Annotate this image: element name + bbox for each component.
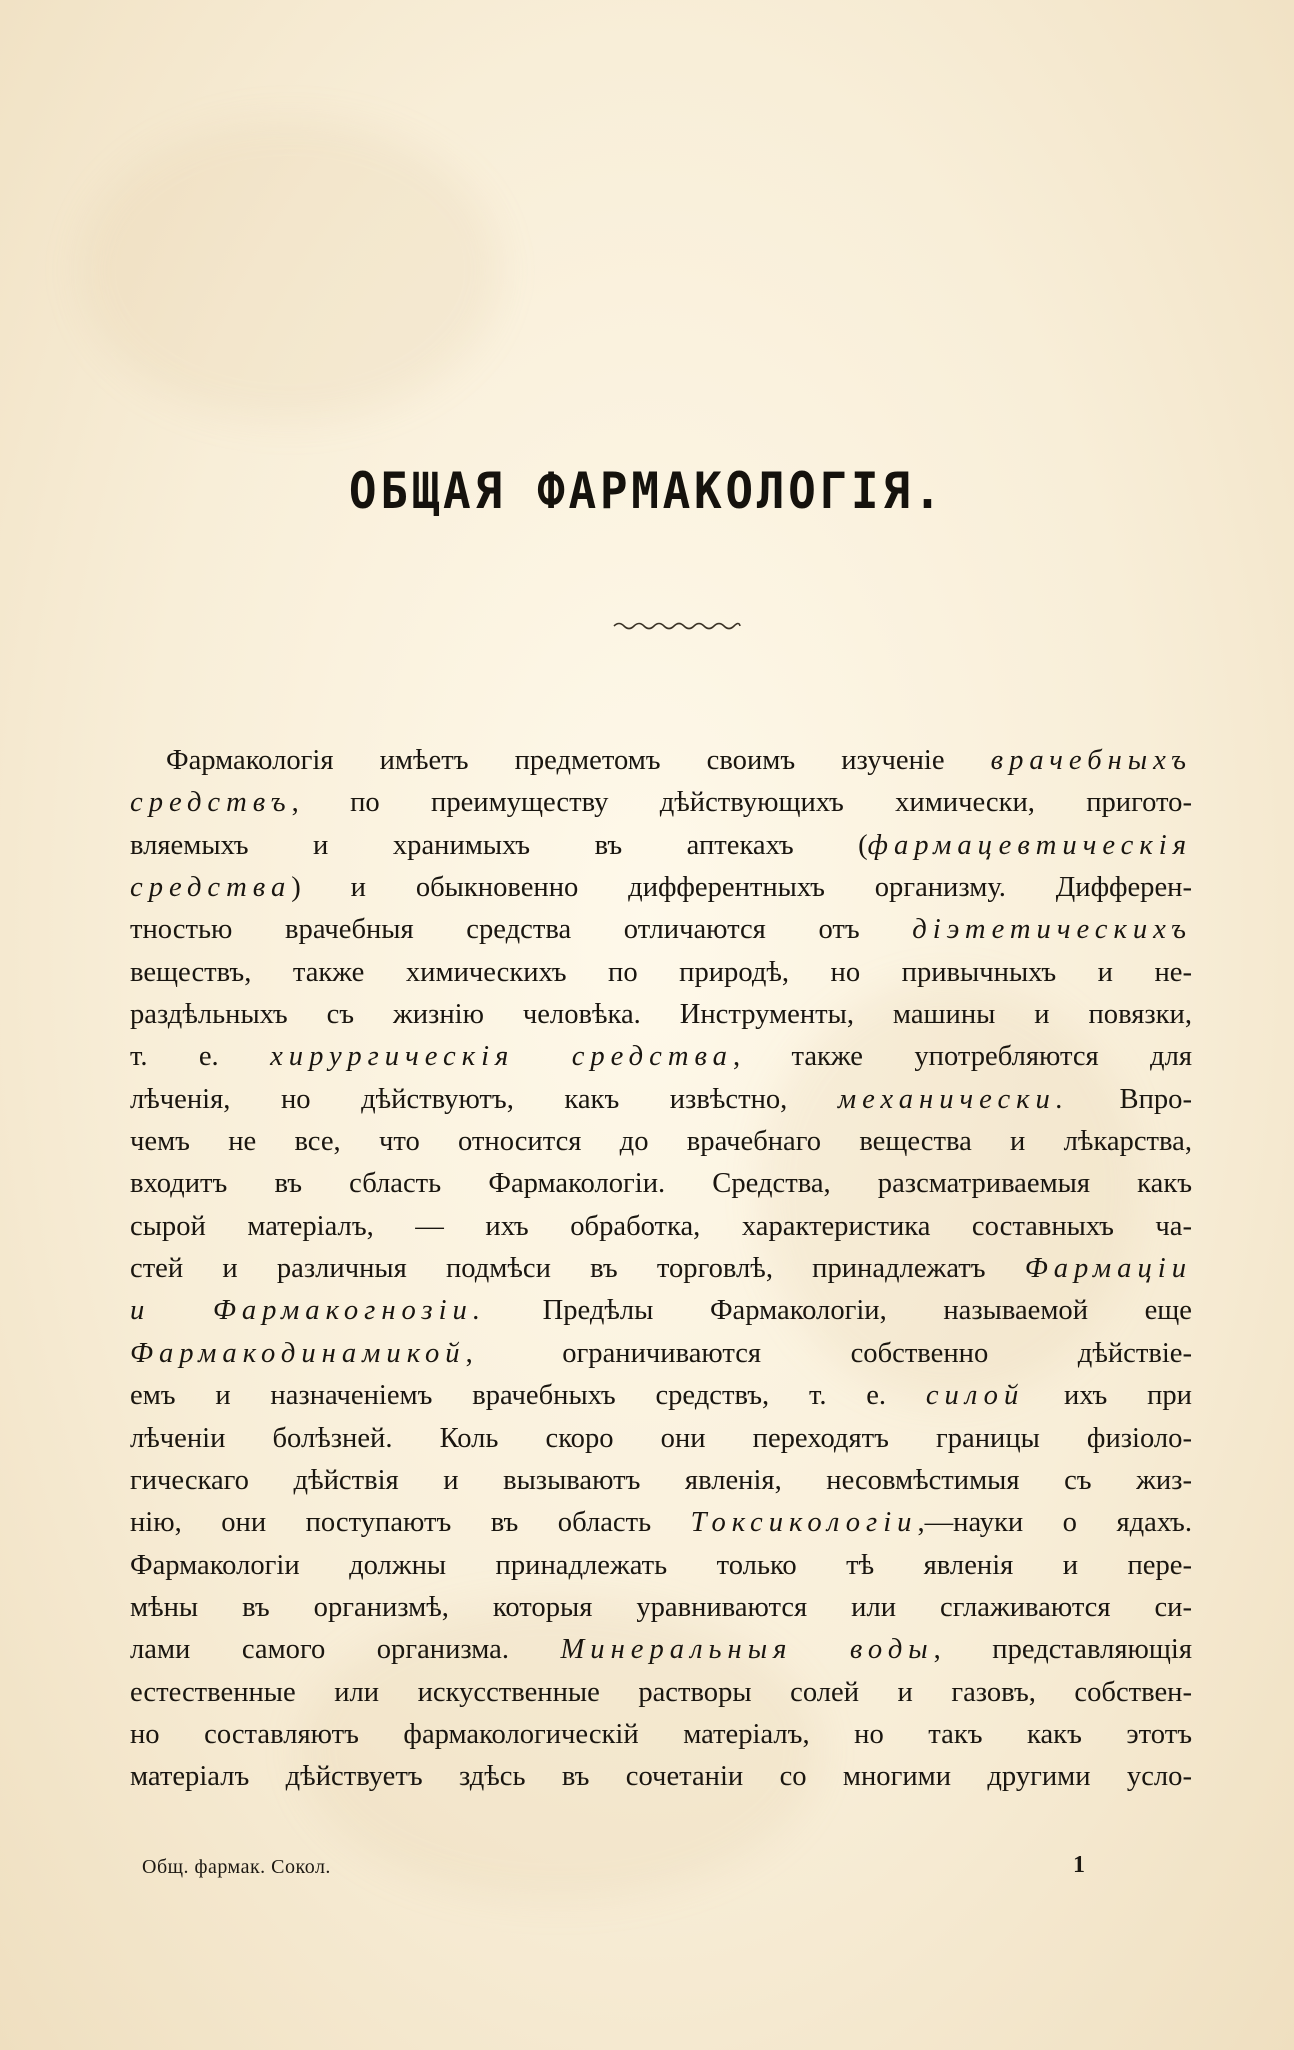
text-run: , представляющія bbox=[933, 1634, 1192, 1666]
text-run: Впро- bbox=[1068, 1083, 1192, 1115]
text-line bbox=[130, 1248, 1192, 1290]
emphasized-term: Фармаціи bbox=[1024, 1253, 1192, 1285]
text-line bbox=[130, 1756, 1192, 1798]
text-run: естественные или искусственные растворы солей и газовъ, собствен- bbox=[130, 1676, 1192, 1708]
emphasized-term: и Фармакогнозіи. bbox=[130, 1295, 486, 1327]
text-run: вляемыхъ и хранимыхъ въ аптекахъ ( bbox=[130, 829, 868, 861]
text-run: лами самого организма. bbox=[130, 1634, 561, 1666]
text-line bbox=[130, 867, 1192, 909]
text-run: мѣны въ организмѣ, которыя уравниваются или сглаживаются си- bbox=[130, 1591, 1192, 1623]
body-paragraph bbox=[130, 740, 1192, 1799]
text-line bbox=[130, 1502, 1192, 1544]
emphasized-term: діэтетическихъ bbox=[912, 914, 1192, 946]
page-title: ОБЩАЯ ФАРМАКОЛОГІЯ. bbox=[348, 462, 946, 520]
text-line bbox=[130, 1206, 1192, 1248]
emphasized-term: средства bbox=[130, 872, 292, 904]
text-line bbox=[130, 1629, 1192, 1671]
text-run: т. е. bbox=[130, 1041, 271, 1073]
text-line bbox=[130, 909, 1192, 951]
text-run: емъ и назначеніемъ врачебныхъ средствъ, т. е. bbox=[130, 1380, 926, 1412]
page-number: 1 bbox=[1073, 1852, 1085, 1878]
text-line bbox=[130, 1375, 1192, 1417]
text-line bbox=[130, 1714, 1192, 1756]
emphasized-term: Фармакодинамикой bbox=[130, 1337, 466, 1369]
text-run: входитъ въ сбласть Фармакологіи. Средства, разсматриваемыя какъ bbox=[130, 1168, 1192, 1200]
text-line bbox=[130, 1333, 1192, 1375]
emphasized-term: врачебныхъ bbox=[990, 745, 1192, 776]
text-line bbox=[130, 1163, 1192, 1205]
text-line bbox=[130, 1587, 1192, 1629]
text-line bbox=[130, 1036, 1192, 1078]
text-line bbox=[130, 952, 1192, 994]
text-run: Фармакологія имѣетъ предметомъ своимъ изученіе bbox=[166, 745, 991, 776]
text-line bbox=[130, 1079, 1192, 1121]
footer-signature: Общ. фармак. Сокол. bbox=[142, 1856, 331, 1878]
emphasized-term: средствъ bbox=[130, 787, 292, 819]
text-run: лѣченіи болѣзней. Коль скоро они переходятъ границы физіоло- bbox=[130, 1422, 1192, 1454]
text-run: раздѣльныхъ съ жизнію человѣка. Инструменты, машины и повязки, bbox=[130, 999, 1192, 1031]
wavy-rule-ornament bbox=[612, 618, 742, 634]
emphasized-term: Минеральныя воды bbox=[560, 1634, 934, 1666]
emphasized-term: хирургическія средства bbox=[270, 1041, 733, 1073]
text-run: нію, они поступаютъ въ область bbox=[130, 1507, 691, 1539]
text-run: веществъ, также химическихъ по природѣ, но привычныхъ и не- bbox=[130, 956, 1192, 988]
emphasized-term: фармацевтическія bbox=[867, 829, 1192, 861]
paper-stain bbox=[80, 120, 500, 420]
text-run: но составляютъ фармакологическій матеріалъ, но такъ какъ этотъ bbox=[130, 1718, 1192, 1750]
text-run: матеріалъ дѣйствуетъ здѣсь въ сочетаніи со многими другими усло- bbox=[130, 1761, 1192, 1793]
text-run: тностью врачебныя средства отличаются отъ bbox=[130, 914, 913, 946]
emphasized-term: механически. bbox=[837, 1083, 1069, 1115]
text-run: сырой матеріалъ, — ихъ обработка, характеристика составныхъ ча- bbox=[130, 1210, 1192, 1242]
text-line bbox=[130, 1672, 1192, 1714]
text-run: ,—науки о ядахъ. bbox=[917, 1507, 1192, 1539]
text-line bbox=[130, 1418, 1192, 1460]
text-run: , по преимуществу дѣйствующихъ химически, пригото- bbox=[291, 787, 1192, 819]
text-line bbox=[130, 1121, 1192, 1163]
text-line bbox=[130, 1290, 1192, 1332]
text-line bbox=[130, 1460, 1192, 1502]
text-run: ихъ при bbox=[1024, 1380, 1192, 1412]
text-run: , ограничиваются собственно дѣйствіе- bbox=[465, 1337, 1192, 1369]
text-run: стей и различныя подмѣси въ торговлѣ, принадлежатъ bbox=[130, 1253, 1025, 1285]
text-run: ) и обыкновенно дифферентныхъ организму. Дифферен- bbox=[291, 872, 1192, 904]
emphasized-term: Токсикологіи bbox=[690, 1507, 918, 1539]
emphasized-term: силой bbox=[925, 1380, 1025, 1412]
text-run: лѣченія, но дѣйствуютъ, какъ извѣстно, bbox=[130, 1083, 838, 1115]
text-run: чемъ не все, что относится до врачебнаго вещества и лѣкарства, bbox=[130, 1126, 1192, 1158]
text-line bbox=[130, 782, 1192, 824]
text-line bbox=[130, 994, 1192, 1036]
text-line bbox=[130, 740, 1192, 782]
text-run: Предѣлы Фармакологіи, называемой еще bbox=[485, 1295, 1192, 1327]
text-run: , также употребляются для bbox=[732, 1041, 1192, 1073]
text-run: гическаго дѣйствія и вызываютъ явленія, несовмѣстимыя съ жиз- bbox=[130, 1464, 1192, 1496]
text-line bbox=[130, 825, 1192, 867]
text-run: Фармакологіи должны принадлежать только тѣ явленія и пере- bbox=[130, 1549, 1192, 1581]
text-line bbox=[130, 1545, 1192, 1587]
